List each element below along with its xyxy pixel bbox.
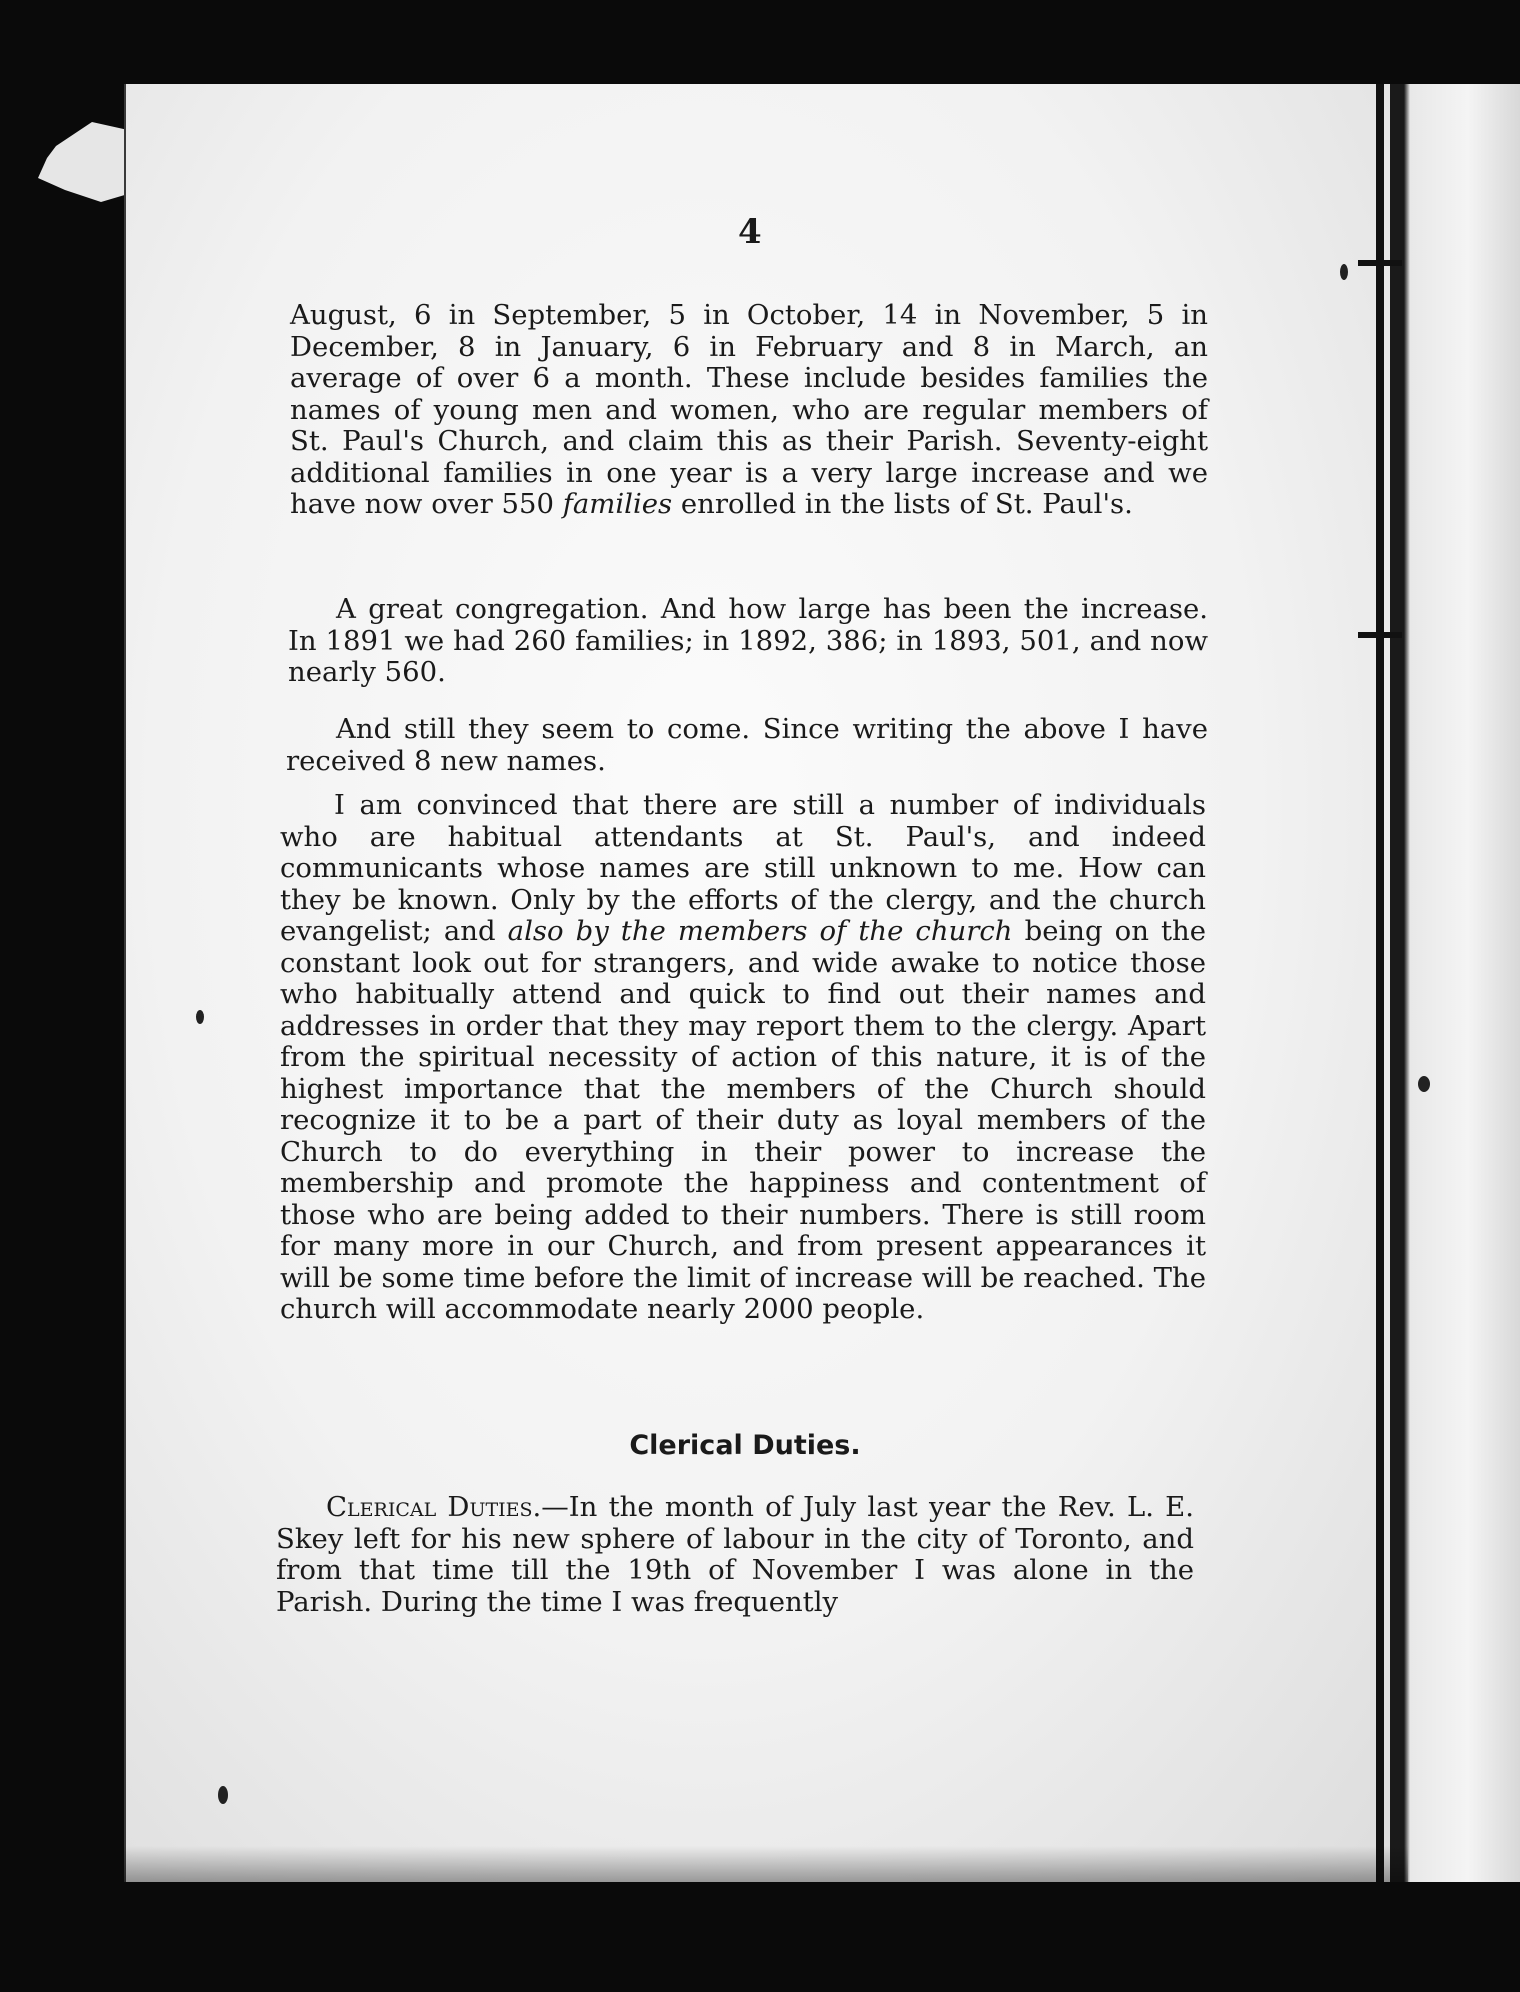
- torn-paper-tab: [38, 122, 128, 202]
- paragraph-congregation-growth: A great congregation. And how large has been the increase. In 1891 we had 260 families; in 1892, 386; in 1893, 501, and now nearly 560.: [288, 593, 1208, 688]
- section-heading: Clerical Duties.: [629, 1430, 861, 1461]
- ink-speck: [1340, 264, 1348, 280]
- paragraph-text: In the month of July last year the Rev. L. E. Skey left for his new sphere of labour in the city of Toronto, and from that time till the 19th of November I was alone in the Parish. During the time I was frequently: [276, 1491, 1194, 1618]
- paragraph-text: August, 6 in September, 5 in October, 14 in November, 5 in December, 8 in January, 6 in February and 8 in March, an average of over 6 a month. These include besides families the names of young men and women, who are regular members of St. Paul's Church, and claim this as their Parish. Seventy-eight additional families in one year is a very large increase and we have now over 550: [290, 299, 1208, 520]
- paragraph-text: enrolled in the lists of St. Paul's.: [680, 488, 1133, 520]
- paragraph-monthly-additions: [290, 300, 1208, 521]
- emphasis-text: also by the members of the church: [507, 915, 1013, 947]
- adjacent-page-edge: [1390, 84, 1520, 1882]
- em-dash: —: [541, 1491, 569, 1523]
- paragraph-clerical-duties: [276, 1492, 1194, 1618]
- ink-speck: [196, 1010, 204, 1024]
- page-bottom-shadow: [124, 1846, 1408, 1882]
- paragraph-text: I am convinced that there are still a number of individuals who are habitual attendants at St. Paul's, and indeed communicants whose names are still unknown to me. How can they be known. Only by the efforts of the clergy, and the church evangelist; and: [280, 789, 1206, 947]
- paragraph-new-names: And still they seem to come. Since writing the above I have received 8 new names.: [286, 713, 1208, 777]
- binding-gutter: [1376, 84, 1384, 1882]
- ink-speck: [218, 1786, 228, 1804]
- paragraph-text: being on the constant look out for strangers, and wide awake to notice those who habitually attend and quick to find out their names and addresses in order that they may report them to the clergy. Apart from the spiritual necessity of action of this nature, it is of the highest importance that the members of the Church should recognize it to be a part of their duty as loyal members of the Church to do everything in their power to increase the membership and promote the happiness and contentment of those who are being added to their numbers. There is still room for many more in our Church, and from present appearances it will be some time before the limit of increase will be reached. The church will accommodate nearly 2000 people.: [280, 915, 1207, 1325]
- ink-speck: [1418, 1076, 1430, 1092]
- emphasis-text: families: [562, 488, 673, 520]
- page-number: 4: [738, 212, 762, 252]
- run-in-heading: Clerical Duties.: [326, 1491, 542, 1523]
- paragraph-unknown-communicants: [280, 790, 1206, 1326]
- binding-staple-mark: [1358, 260, 1402, 266]
- binding-staple-mark: [1358, 632, 1402, 638]
